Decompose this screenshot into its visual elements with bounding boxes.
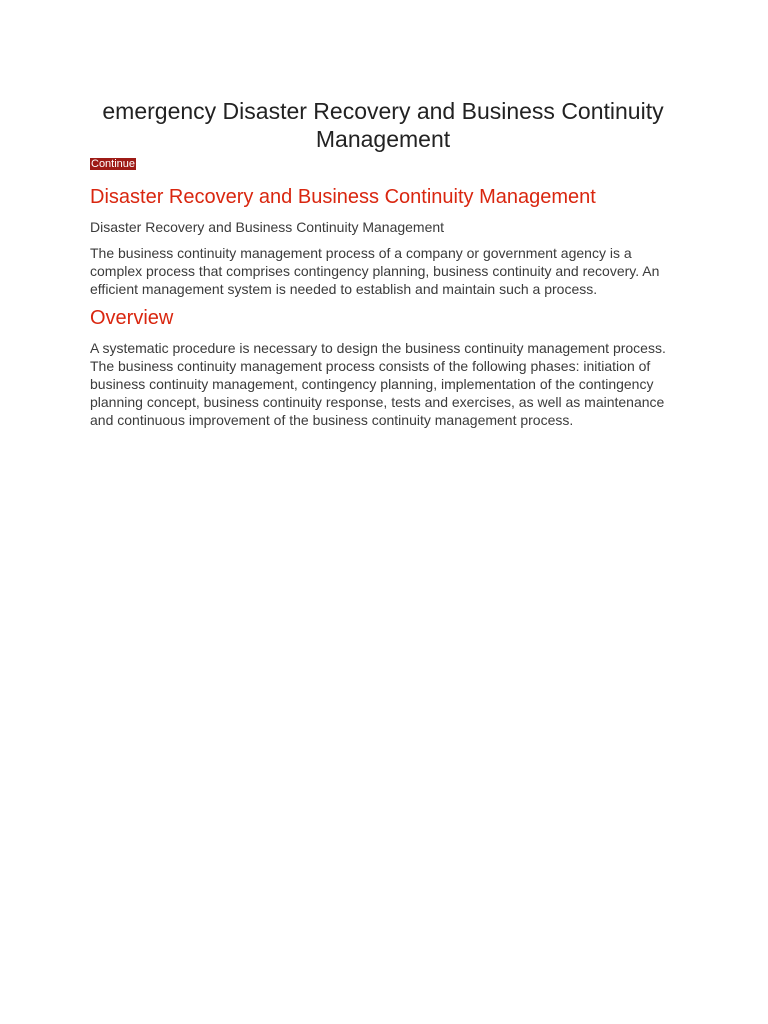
section-subtitle: Disaster Recovery and Business Continuity Management <box>90 219 445 235</box>
overview-paragraph: A systematic procedure is necessary to design the business continuity management process. The business continuity management process consists of the following phases: initiation of business continuity management, contingency planning, implementation of the contingency planning concept, business continuity response, tests and exercises, as well as maintenance and continuous improvement of the business continuity management process. <box>90 340 666 428</box>
overview-heading: Overview <box>90 307 174 329</box>
continue-link[interactable]: Continue <box>91 158 136 170</box>
document-page <box>90 0 676 429</box>
page-title: emergency Disaster Recovery and Business Continuity Management <box>102 98 664 152</box>
intro-paragraph: The business continuity management process of a company or government agency is a complex process that comprises contingency planning, business continuity and recovery. An efficient management system is needed to establish and maintain such a process. <box>90 245 660 297</box>
section-heading: Disaster Recovery and Business Continuity Management <box>90 186 596 208</box>
